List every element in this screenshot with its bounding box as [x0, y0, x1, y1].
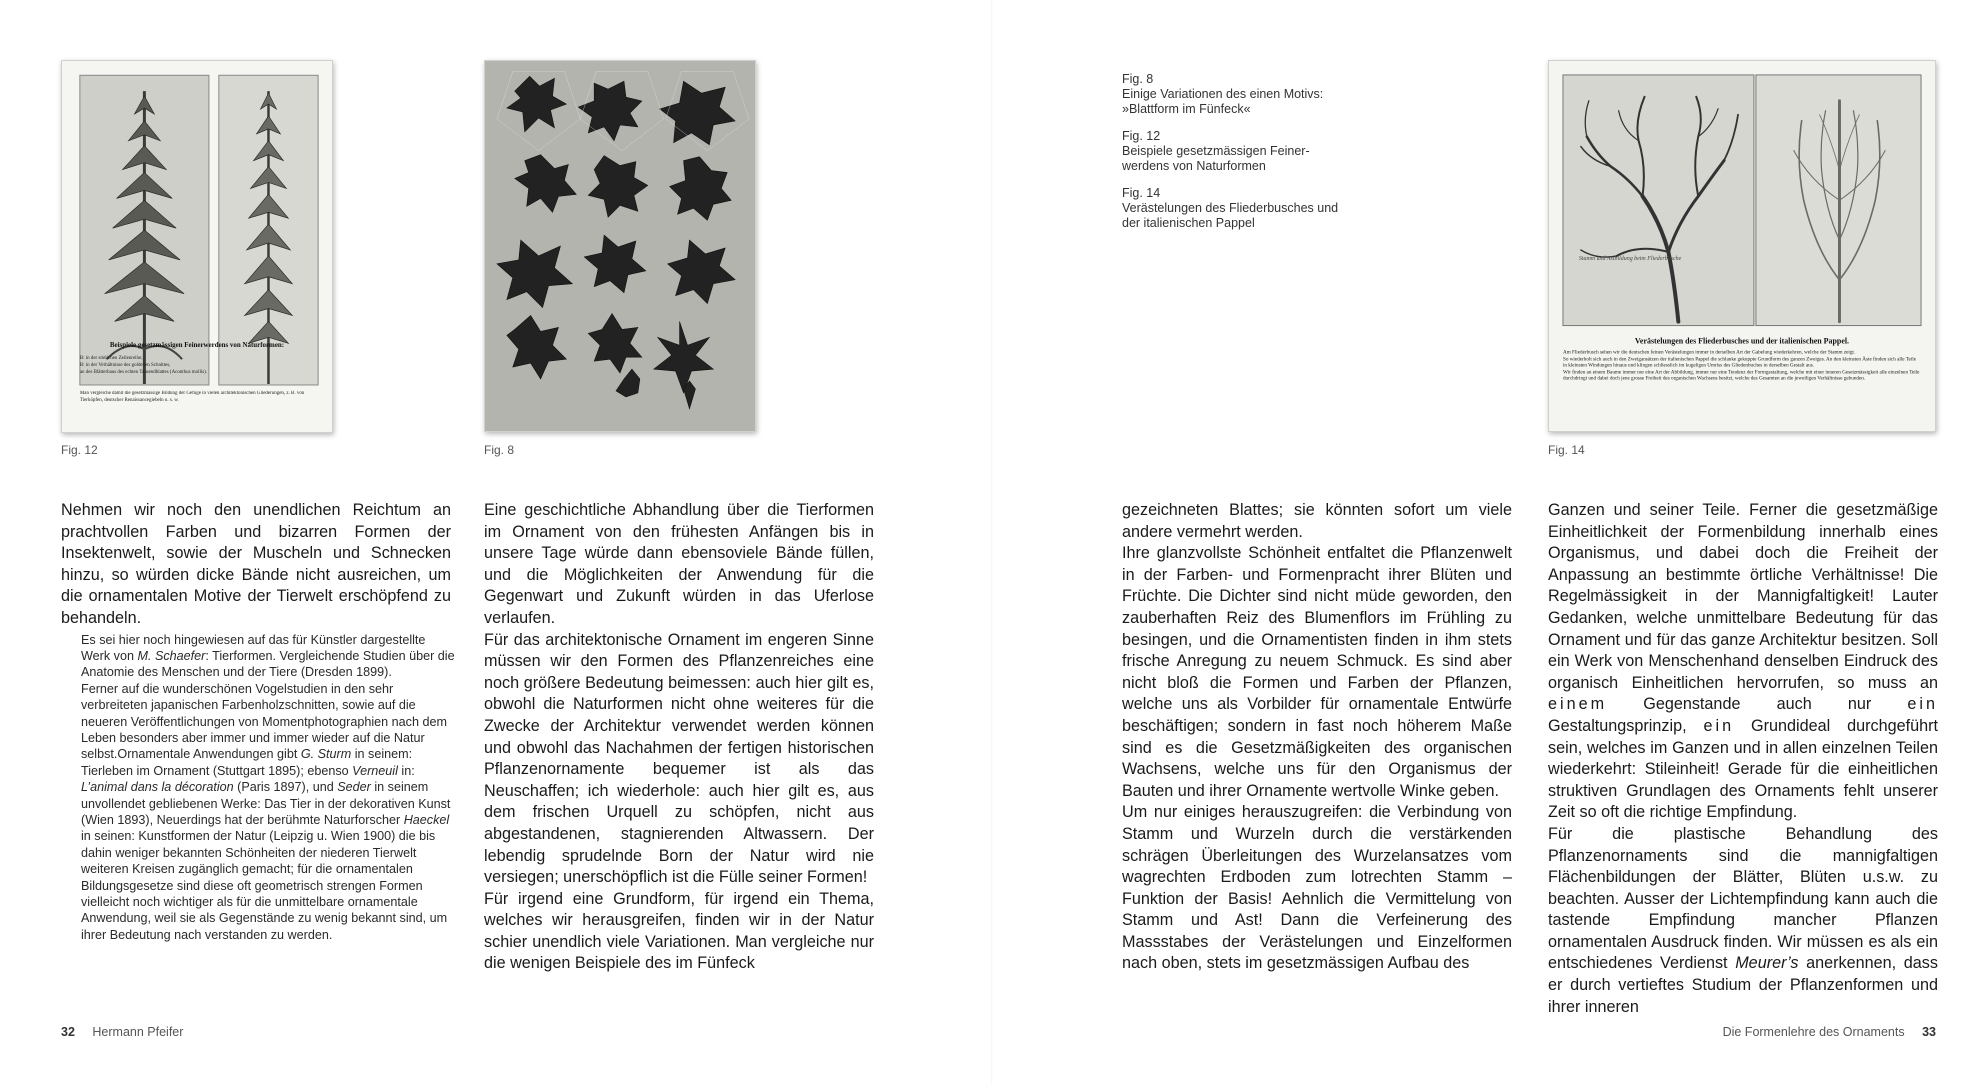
body-paragraph: Für das architektonische Ornament im engeren Sinne müssen wir den Formen des Pflanzenreiches eine noch größere Bedeutung beimessen: auch hier gilt es, obwohl die Naturformen nicht ohne weiteres für die Zwecke der Architektur verwendet werden können und obwohl das Nachahmen der fertigen historischen Pflanzenornamente bequemer ist als das Neuschaffen; ich wiederhole: auch hier gilt es, aus dem frischen Urquell zu schöpfen, nicht aus abgestandenen, stagnierenden Altwassern. Der lebendig sprudelnde Born der Natur wird nie versiegen; unerschöpflich ist die Fülle seiner Formen!	[484, 630, 874, 887]
footnote-text: Es sei hier noch hingewiesen auf das für Künstler dargestellte Werk von	[81, 632, 426, 663]
plate-title: Beispiele gesetzmässigen Feinerwerdens von Naturformen:	[109, 341, 285, 350]
gutter-shadow	[991, 0, 993, 1086]
plate-line: Wir finden an einem Baume immer nur eine Art der Abbildung, immer nur eine Tendenz der Formgestaltung, welche mit einer inneren Gesetzmässigkeit alle einzelnen Teile durchdringt und dabei doch jene grosse Freiheit des organischen Wachsens besitzt, welche des Gesamten an die jeweiligen Verhältnisse gebunden.	[1562, 369, 1920, 382]
footnote-text: Ferner auf die wunderschönen Vogelstudien in den sehr verbreiteten japanischen Farbenholzschnitten, sowie auf die neueren Veröffentlichungen von Momentphotographien nach dem Leben besonders aber immer und immer wieder auf die Natur selbst.Ornamentale Anwendungen gibt	[81, 681, 447, 762]
plate-line: B: in der Verhältnisse des goldenen Schnittes,	[79, 363, 171, 369]
footnote	[81, 632, 456, 944]
plate-line: an des Blätterbaus des echten Tausendblattes (Aconthus mollis).	[79, 370, 208, 376]
caption-fig-12	[1122, 129, 1352, 174]
body-paragraph: Ihre glanzvollste Schönheit entfaltet die Pflanzenwelt in der Farben- und Formenpracht ihrer Blüten und Früchte. Die Dichter sind nicht müde geworden, den zauberhaften Reiz des Blumenflors im Frühling zu besingen, und die Ornamentisten finden in ihm stets frische Anregung zu neuem Schmuck. Es sind aber nicht bloß die Formen und Farben der Pflanzen, welche uns als Vorbilder für ornamentale Entwürfe beschäftigen; sondern in fast noch höherem Maße sind es die Gesetzmäßigkeiten des organischen Wachsens, welche uns für den Organismus der Bauten und ihrer Ornamente wertvolle Winke geben.	[1122, 544, 1512, 800]
footnote-text: in seinem: Tierleben im Ornament (Stuttgart 1895); ebenso	[81, 747, 413, 778]
acanthus-illustration	[62, 61, 332, 432]
running-head-title: Die Formenlehre des Ornaments	[1722, 1025, 1905, 1039]
figure-captions	[1122, 72, 1352, 243]
footnote-text: Verneuil	[352, 763, 398, 778]
body-text: Gegenstande auch nur	[1607, 695, 1908, 714]
body-text: Für die plastische Behandlung des Pflanzenornaments sind die mannigfaltigen Flächenbildungen der Blätter, Blüten u.s.w. zu beachten. Ausser der Lichtempfindung kann auch die tastende Empfindung mancher Pflanzen ornamentalen Ausdruck finden. Wir müssen es als ein entschiedenes Verdienst	[1548, 824, 1938, 973]
body-paragraph: Nehmen wir noch den unendlichen Reichtum an prachtvollen Farben und bizarren Formen der Insektenwelt, sowie der Muscheln und Schnecken hinzu, so würden dicke Bände nicht ausreichen, um die ornamentalen Motive der Tierwelt erschöpfend zu behandeln.	[61, 501, 451, 627]
text-column-1	[61, 500, 455, 943]
page-number-right: 33	[1922, 1025, 1936, 1039]
plate-line: Am Fliederbusch sehen wir die deutschen feinen Verästelungen immer in derselben Art der Gabelung wiederkehren, welche der Stamm zeigt.	[1562, 349, 1856, 356]
plate-fig-14	[1548, 60, 1936, 432]
body-paragraph	[1548, 824, 1938, 1018]
spaced-emphasis: einem	[1548, 695, 1608, 714]
plate-note: Man vergleiche damit die gesetzmässige Bildung der Gefüge in vielen architektonischen Gliederungen, z. B. von Tierköpfen, deutscher Renaissancegiebeln u. s. w.	[79, 390, 305, 403]
caption-title: Fig. 8	[1122, 72, 1154, 86]
footnote-text: L’animal dans la décoration	[81, 780, 234, 795]
footnote-text: Seder	[337, 780, 371, 795]
text-column-2	[484, 500, 874, 975]
body-paragraph: Eine geschichtliche Abhandlung über die Tierformen im Ornament von den frühesten Anfängen bis in unsere Tage würde dann ebensoviele Bände füllen, und die Möglichkeiten der Anwendung für die Gegenwart und Zukunft würden in das Uferlose verlaufen.	[484, 501, 874, 627]
caption-text: Beispiele gesetzmässigen Feinerwerdens von Naturformen	[1122, 144, 1310, 173]
leaves-illustration	[485, 61, 755, 431]
caption-text: Einige Variationen des einen Motivs: »Blattform im Fünfeck«	[1122, 87, 1324, 116]
body-text: anerkennen, dass er durch vertieftes Studium der Pflanzenformen und ihrer inneren	[1548, 954, 1938, 1016]
trees-illustration	[1549, 61, 1935, 431]
spaced-emphasis: ein	[1703, 716, 1735, 735]
body-text: Gestaltungsprinzip,	[1548, 716, 1704, 735]
text-column-4	[1548, 500, 1938, 1018]
caption-fig-14	[1122, 186, 1352, 231]
body-text: Ganzen und seiner Teile. Ferner die gesetzmäßige Einheitlichkeit der Formenbildung innerhalb eines Organismus, und dabei doch die Freiheit der Anpassung an bestimmte örtliche Verhältnisse! Die Regelmässigkeit in der Mannigfaltigkeit! Lauter Gedanken, welche unmittelbare Bedeutung für das Ornament und für das ganze Architektur besitzen. Soll ein Werk von Menschenhand denselben Eindruck des organisch Einheitlichen hervorrufen, so muss an	[1548, 501, 1938, 692]
caption-fig-8	[1122, 72, 1352, 117]
footnote-text: G. Sturm	[300, 747, 352, 762]
page-number-left: 32	[61, 1025, 75, 1039]
footnote-text: in:	[397, 763, 415, 778]
running-head-author: Hermann Pfeifer	[92, 1025, 184, 1039]
caption-title: Fig. 12	[1122, 129, 1161, 143]
body-text: Grundideal durchgeführt sein, welches im Ganzen und in allen einzelnen Teilen wiederkehrt: Stileinheit! Gerade für die einheitlichen struktiven Grundlagen des Ornaments fehlt unserer Zeit so oft die richtige Empfindung.	[1548, 716, 1938, 822]
caption-text: Verästelungen des Fliederbusches und der italienischen Pappel	[1122, 201, 1339, 230]
sketch-note: Stamm und Astbildung beim Fliederbusche	[1578, 255, 1682, 262]
body-paragraph: gezeichneten Blattes; sie könnten sofort um viele andere vermehrt werden.	[1122, 501, 1512, 541]
plate-fig-8	[484, 60, 756, 432]
spaced-emphasis: ein	[1907, 695, 1938, 714]
body-paragraph	[1548, 500, 1938, 824]
text-column-3	[1122, 500, 1512, 975]
plate-title: Verästelungen des Fliederbusches und der italienischen Pappel.	[1634, 336, 1850, 346]
plate-fig-12	[61, 60, 333, 433]
body-paragraph: Um nur einiges herauszugreifen: die Verbindung von Stamm und Wurzeln durch die verstärkenden schrägen Überleitungen des Wurzelansatzes vom wagrechten Erdboden zum lotrechten Stamm – Funktion der Basis! Aehnlich die Vermittelung von Stamm und Ast! Dann die Verfeinerung des Massstabes der Verästelungen und Einzelformen nach oben, stets im gesetzmässigen Aufbau des	[1122, 803, 1512, 973]
footnote-text: in seinem unvollendet gebliebenen Werke: Das Tier in der dekorativen Kunst (Wien 1893), Neuerdings hat der berühmte Naturforscher	[81, 780, 451, 828]
fig-label-12: Fig. 12	[61, 443, 98, 457]
body-text: Meurer’s	[1735, 954, 1799, 973]
fig-label-14: Fig. 14	[1548, 443, 1585, 457]
footnote-text: : Tierformen. Vergleichende Studien über die Anatomie des Menschen und der Tiere (Dresden 1899).	[81, 648, 455, 680]
footnote-text: M. Schaefer	[137, 648, 206, 663]
plate-line: So wiederholt sich auch in den Zweigansätzen der italienischen Pappel die schlanke gekuppte Grundform des ganzen Zweiges. An den kleinsten Äste finden sich alle Teile in kleinsten Windungen hinaus und klingen schliesslich im kugeligen Umriss des Gliedenbuches in derselben Gestalt aus.	[1562, 355, 1916, 369]
footnote-text: in seinen: Kunstformen der Natur (Leipzig u. Wien 1900) die bis dahin weniger bekannten Schönheiten der niederen Tierwelt weiteren Kreisen zugänglich gemacht; für die ornamentalen Bildungsgesetze sind diese oft geometrisch strengen Formen vielleicht noch wichtiger als für die unmittelbare ornamentale Anwendung, weil sie als Gegenstände zu wenig bekannt sind, um ihrer Bedeutung nach verstanden zu werden.	[81, 829, 448, 942]
body-paragraph: Für irgend eine Grundform, für irgend ein Thema, welches wir herausgreifen, finden wir in der Natur schier unendlich viele Variationen. Man vergleiche nur die wenigen Beispiele des im Fünfeck	[484, 889, 874, 973]
folio-left	[61, 1025, 183, 1039]
footnote-text: (Paris 1897), und	[233, 780, 338, 795]
caption-title: Fig. 14	[1122, 186, 1161, 200]
fig-label-8: Fig. 8	[484, 443, 515, 457]
folio-right	[1723, 1025, 1936, 1039]
footnote-text: Haeckel	[403, 813, 450, 828]
plate-line: B: in der stielichen Zeilenreihe;	[79, 356, 143, 362]
